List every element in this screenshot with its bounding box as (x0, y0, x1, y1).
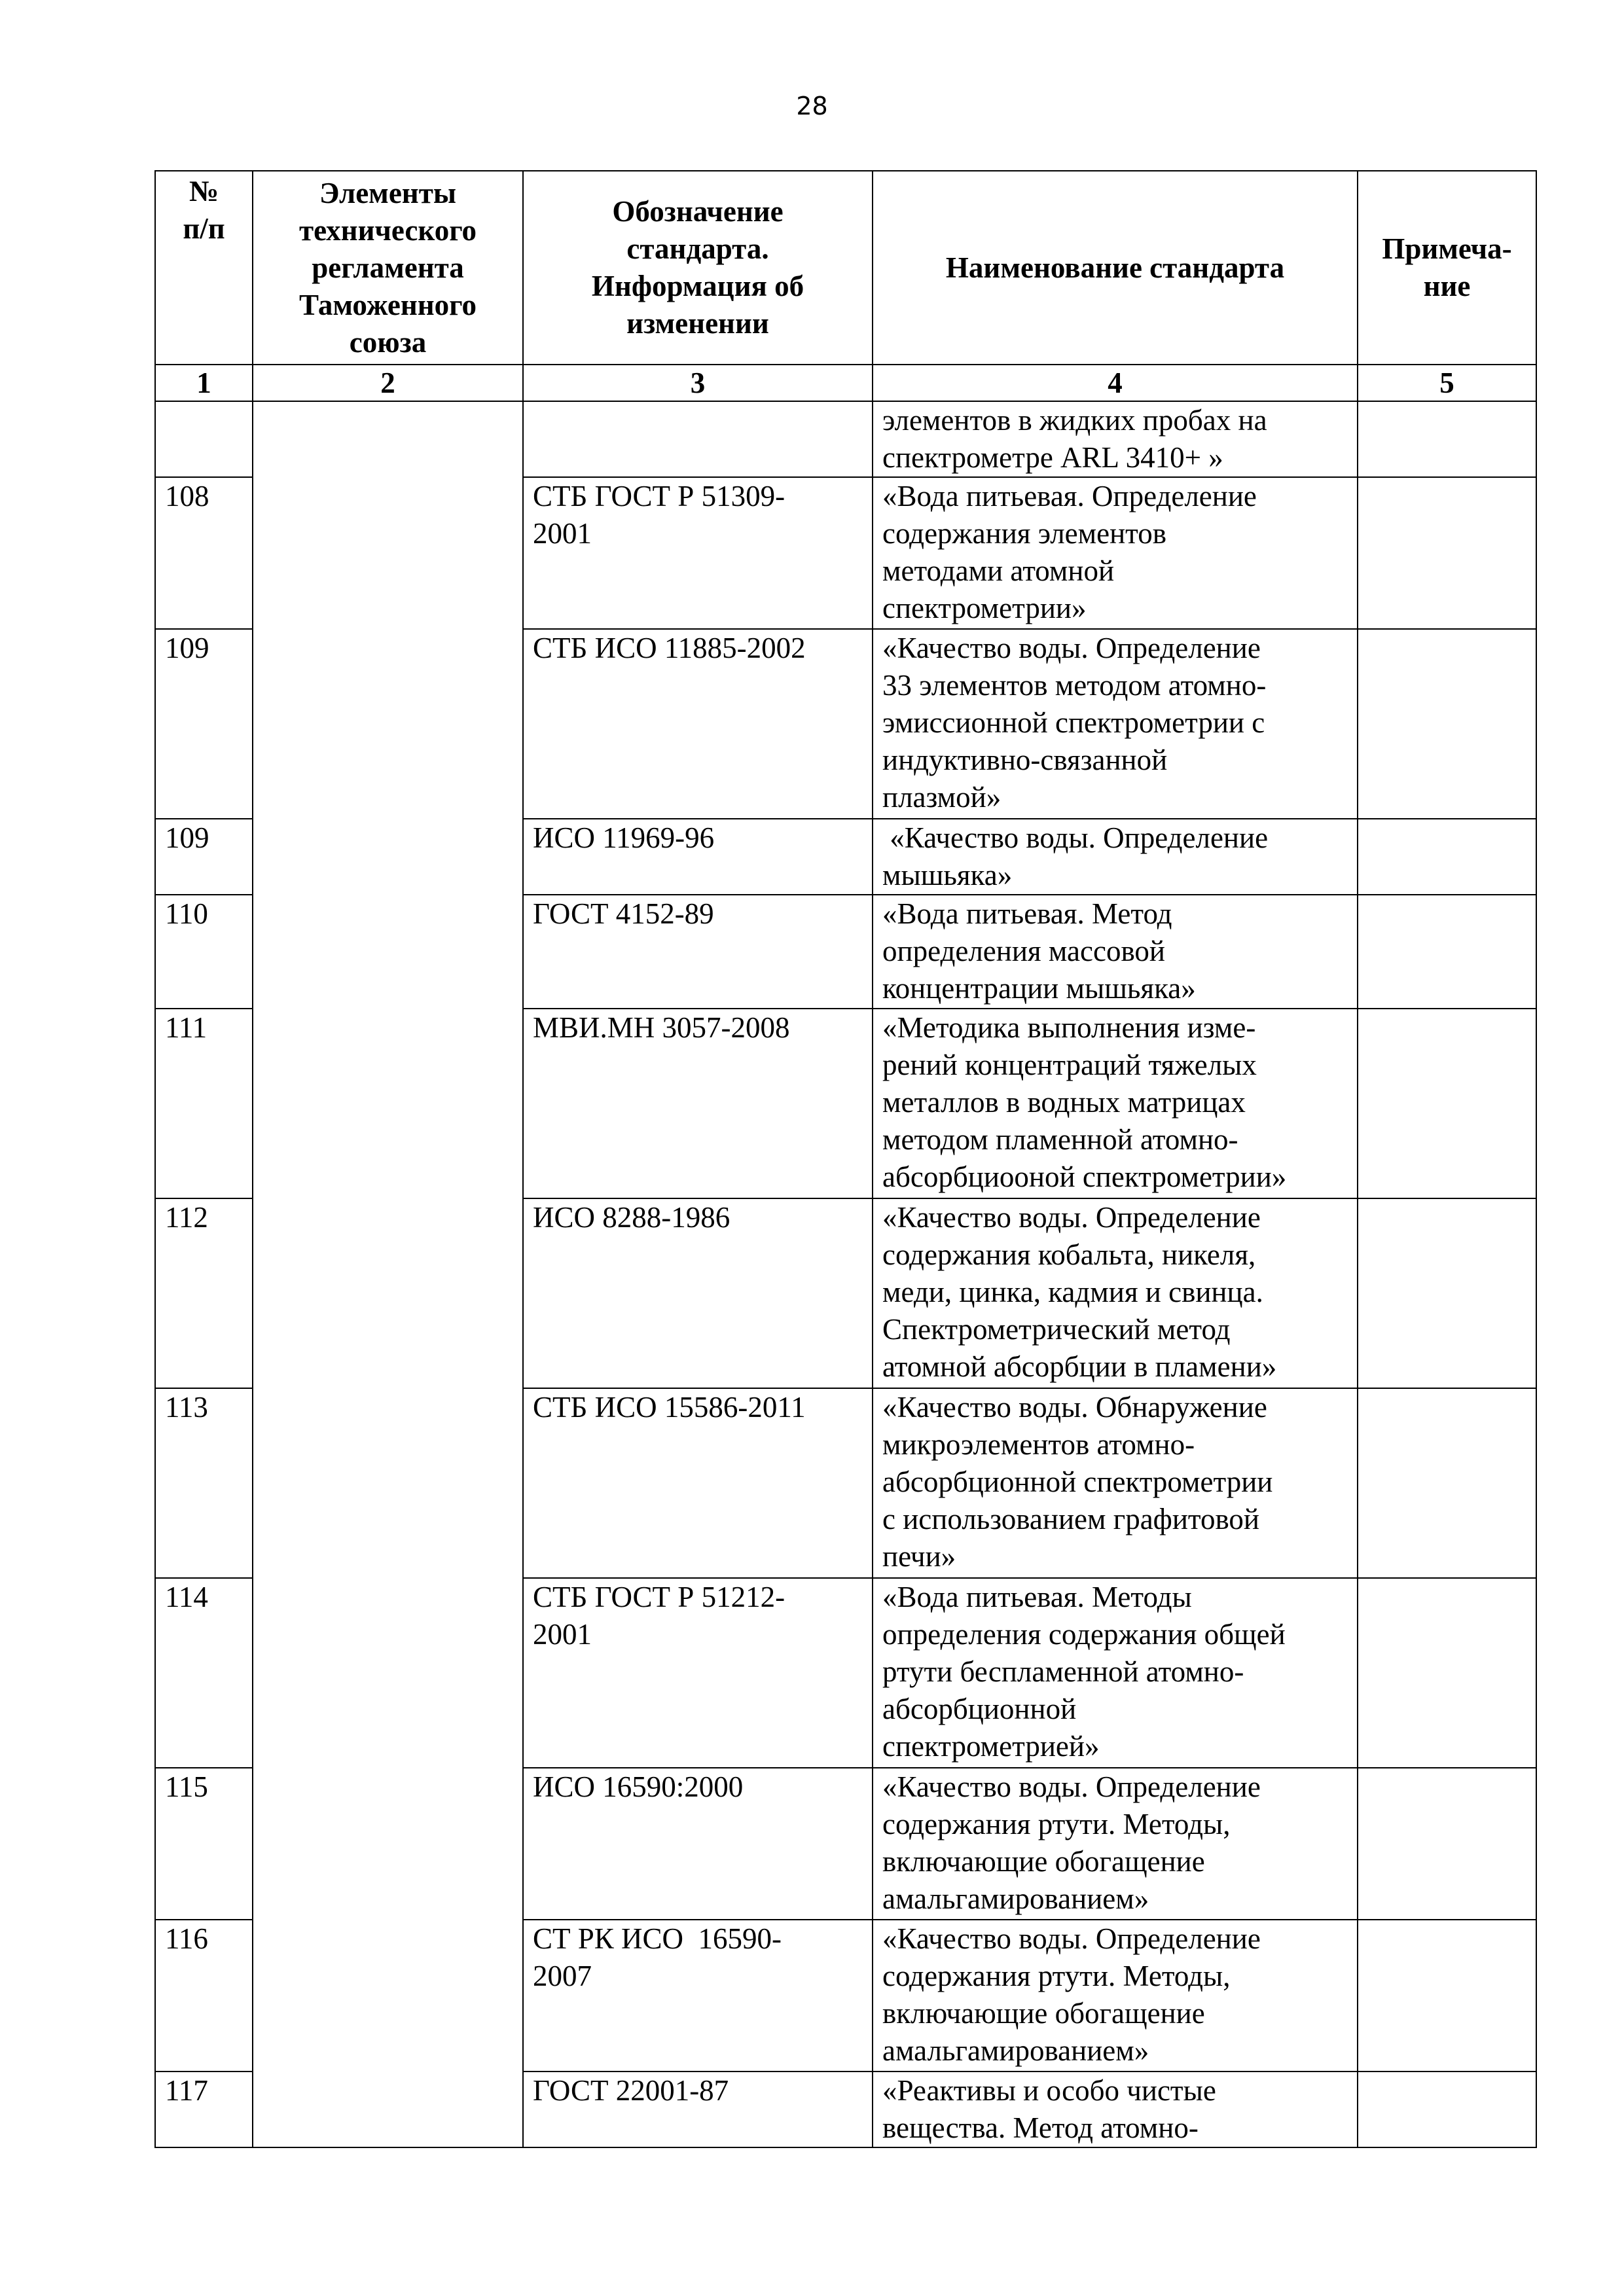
row-number: 117 (155, 2072, 253, 2147)
row-number: 113 (155, 1388, 253, 1578)
regulation-elements-cell (253, 401, 523, 2147)
page-number: 28 (796, 92, 828, 120)
standard-name-cell (873, 1198, 1358, 1388)
designation-cell (523, 1578, 873, 1768)
standard-name-line: содержания ртути. Методы, (882, 1808, 1231, 1840)
standard-name-line: амальгамированием» (882, 1882, 1149, 1915)
continuation-row (155, 401, 1536, 477)
standard-name-cell (873, 629, 1358, 819)
standard-name-line: «Качество воды. Определение (882, 1201, 1261, 1234)
designation-line: ИСО 11969-96 (533, 821, 715, 854)
standard-name-line: элементов в жидких пробах на (882, 404, 1267, 437)
standard-name-cell (873, 1388, 1358, 1578)
row-number-cell (155, 401, 253, 477)
standard-name-line: спектрометрии» (882, 592, 1087, 624)
designation-line: 2007 (533, 1960, 592, 1992)
standard-name-line: «Качество воды. Определение (882, 821, 1269, 854)
standard-name-cell (873, 895, 1358, 1009)
standard-name-cell (873, 1578, 1358, 1768)
header-designation-line: стандарта. (626, 232, 769, 265)
designation-cell (523, 477, 873, 629)
header-elements-line: Таможенного (298, 288, 477, 321)
standard-name-line: с использованием графитовой (882, 1503, 1260, 1535)
designation-line: СТБ ГОСТ Р 51212- (533, 1581, 785, 1613)
standard-name-cell (873, 2072, 1358, 2147)
standard-name-line: абсорбциооной спектрометрии» (882, 1160, 1287, 1193)
standard-name-line: «Вода питьевая. Методы (882, 1581, 1192, 1613)
designation-cell (523, 2072, 873, 2147)
header-note-line: ние (1423, 270, 1471, 302)
table-body (155, 401, 1536, 2147)
standard-name-line: металлов в водных матрицах (882, 1086, 1246, 1119)
header-note-line: Примеча- (1382, 232, 1512, 265)
designation-line: ИСО 16590:2000 (533, 1770, 744, 1803)
standard-name-line: рений концентраций тяжелых (882, 1049, 1257, 1081)
standard-name-cell (873, 1920, 1358, 2072)
header-num (155, 171, 253, 365)
column-number-row (155, 365, 1536, 401)
standard-name-line: «Вода питьевая. Определение (882, 480, 1257, 512)
standard-name-line: эмиссионной спектрометрии с (882, 706, 1265, 739)
standard-name-line: абсорбционной (882, 1693, 1077, 1725)
column-number: 3 (523, 365, 873, 401)
standard-name-line: абсорбционной спектрометрии (882, 1465, 1273, 1498)
standard-name-cell (873, 477, 1358, 629)
designation-line: СТБ ГОСТ Р 51309- (533, 480, 785, 512)
standard-name-line: «Вода питьевая. Метод (882, 897, 1172, 930)
standard-name-line: «Качество воды. Определение (882, 632, 1261, 664)
row-number: 114 (155, 1578, 253, 1768)
designation-line: СТБ ИСО 11885-2002 (533, 632, 806, 664)
header-elements (253, 171, 523, 365)
designation-cell (523, 401, 873, 477)
column-number: 4 (873, 365, 1358, 401)
designation-cell (523, 895, 873, 1009)
row-number: 115 (155, 1768, 253, 1920)
row-number: 116 (155, 1920, 253, 2072)
row-number: 110 (155, 895, 253, 1009)
designation-line: СТ РК ИСО 16590- (533, 1922, 782, 1955)
standard-name-line: методом пламенной атомно- (882, 1123, 1238, 1156)
standard-name-line: вещества. Метод атомно- (882, 2111, 1199, 2144)
note-cell (1358, 401, 1536, 477)
standard-name-line: амальгамированием» (882, 2034, 1149, 2067)
note-cell (1358, 1768, 1536, 1920)
designation-cell (523, 629, 873, 819)
standard-name-line: мышьяка» (882, 859, 1013, 891)
note-cell (1358, 1920, 1536, 2072)
standard-name-line: включающие обогащение (882, 1997, 1205, 2030)
column-number: 5 (1358, 365, 1536, 401)
standard-name-line: содержания кобальта, никеля, (882, 1238, 1256, 1271)
note-cell (1358, 895, 1536, 1009)
column-number: 2 (253, 365, 523, 401)
standard-name-line: микроэлементов атомно- (882, 1428, 1195, 1461)
header-designation-line: Обозначение (612, 195, 784, 228)
note-cell (1358, 819, 1536, 895)
note-cell (1358, 1198, 1536, 1388)
standard-name-line: индуктивно-связанной (882, 744, 1168, 776)
row-number: 108 (155, 477, 253, 629)
designation-line: ГОСТ 22001-87 (533, 2074, 729, 2107)
designation-line: 2001 (533, 517, 592, 550)
header-elements-line: технического (298, 213, 477, 247)
designation-cell (523, 819, 873, 895)
standard-name-line: «Реактивы и особо чистые (882, 2074, 1216, 2107)
designation-cell (523, 1388, 873, 1578)
standard-name-line: «Качество воды. Определение (882, 1770, 1261, 1803)
standard-name-line: концентрации мышьяка» (882, 972, 1196, 1005)
note-cell (1358, 1578, 1536, 1768)
standard-name-line: 33 элементов методом атомно- (882, 669, 1267, 702)
header-elements-line: союза (349, 325, 427, 359)
standard-name-line: содержания ртути. Методы, (882, 1960, 1231, 1992)
designation-line: 2001 (533, 1618, 592, 1651)
standard-name-line: определения содержания общей (882, 1618, 1286, 1651)
standard-name-line: «Методика выполнения изме- (882, 1011, 1256, 1044)
note-cell (1358, 2072, 1536, 2147)
standard-name-line: Спектрометрический метод (882, 1313, 1231, 1346)
designation-cell (523, 1768, 873, 1920)
header-designation (523, 171, 873, 365)
header-designation-line: Информация об (591, 270, 804, 302)
standard-name-cell (873, 401, 1358, 477)
standard-name-line: «Качество воды. Определение (882, 1922, 1261, 1955)
header-num-line: № (189, 175, 219, 207)
row-number: 109 (155, 629, 253, 819)
note-cell (1358, 629, 1536, 819)
standard-name-line: определения массовой (882, 935, 1165, 967)
standard-name-line: включающие обогащение (882, 1845, 1205, 1878)
standard-name-line: ртути беспламенной атомно- (882, 1655, 1244, 1688)
standards-table (154, 170, 1537, 2148)
designation-line: ИСО 8288-1986 (533, 1201, 731, 1234)
column-number: 1 (155, 365, 253, 401)
designation-cell (523, 1920, 873, 2072)
header-num-line: п/п (183, 212, 225, 245)
designation-line: ГОСТ 4152-89 (533, 897, 714, 930)
header-designation-line: изменении (626, 307, 769, 340)
standard-name-line: спектрометрией» (882, 1730, 1100, 1763)
row-number: 111 (155, 1009, 253, 1198)
designation-cell (523, 1009, 873, 1198)
designation-line: СТБ ИСО 15586-2011 (533, 1391, 806, 1424)
table-header-row (155, 171, 1536, 365)
designation-line: МВИ.МН 3057-2008 (533, 1011, 790, 1044)
header-elements-line: Элементы (319, 176, 456, 209)
standard-name-line: «Качество воды. Обнаружение (882, 1391, 1267, 1424)
row-number: 109 (155, 819, 253, 895)
note-cell (1358, 1388, 1536, 1578)
standard-name-line: печи» (882, 1540, 956, 1573)
standard-name-cell (873, 819, 1358, 895)
standard-name-line: спектрометре ARL 3410+ » (882, 441, 1223, 474)
standard-name-line: содержания элементов (882, 517, 1167, 550)
header-name: Наименование стандарта (873, 171, 1358, 365)
header-elements-line: регламента (312, 251, 464, 284)
standard-name-line: плазмой» (882, 781, 1001, 814)
standard-name-line: атомной абсорбции в пламени» (882, 1350, 1277, 1383)
standard-name-cell (873, 1768, 1358, 1920)
note-cell (1358, 1009, 1536, 1198)
row-number: 112 (155, 1198, 253, 1388)
standard-name-line: меди, цинка, кадмия и свинца. (882, 1276, 1263, 1308)
standard-name-line: методами атомной (882, 554, 1115, 587)
header-note (1358, 171, 1536, 365)
standard-name-cell (873, 1009, 1358, 1198)
note-cell (1358, 477, 1536, 629)
designation-cell (523, 1198, 873, 1388)
